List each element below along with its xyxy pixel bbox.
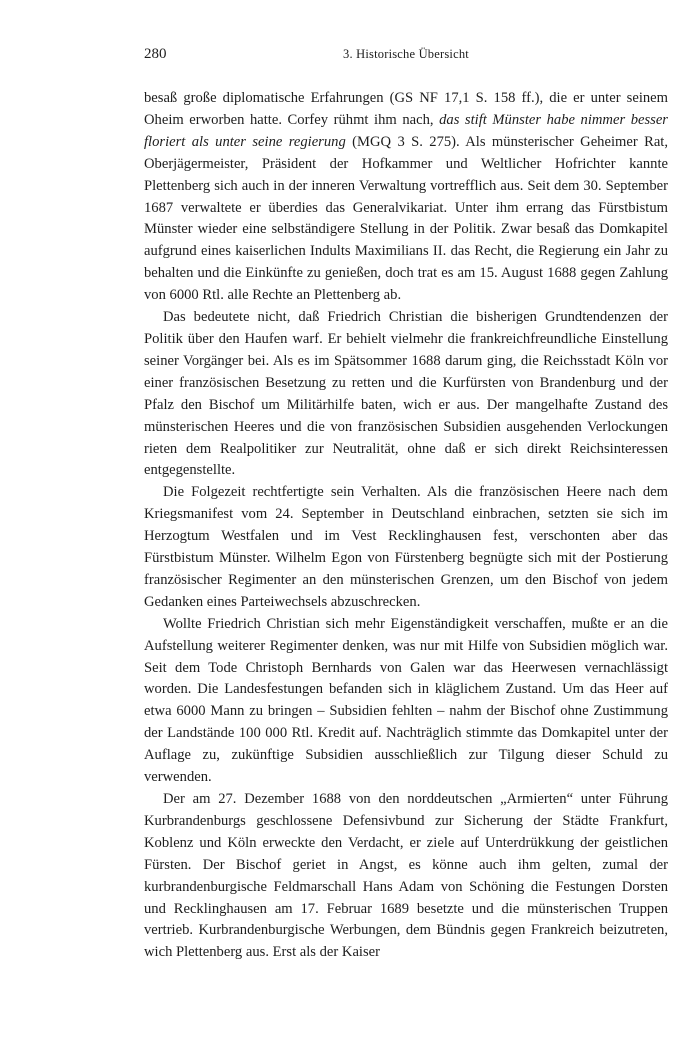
body-text <box>144 88 668 964</box>
paragraph: Das bedeutete nicht, daß Friedrich Christian die bisherigen Grundtendenzen der Politik über den Haufen warf. Er behielt vielmehr die frankreichfreundliche Einstellung seiner Vorgänger bei. Als es im Spätsommer 1688 darum ging, die Reichsstadt Köln vor einer französischen Besetzung zu retten und die Kurfürsten von Brandenburg und der Pfalz den Bischof um Militärhilfe baten, wich er aus. Der mangelhafte Zustand des münsterischen Heeres und die von französischen Subsidien ausgehenden Verlockungen rieten dem Realpolitiker zur Neutralität, ohne daß er sich direkt Reichsinteressen entgegenstellte. <box>144 309 668 479</box>
paragraph: Wollte Friedrich Christian sich mehr Eigenständigkeit verschaffen, mußte er an die Aufstellung weiterer Regimenter denken, was nur mit Hilfe von Subsidien möglich war. Seit dem Tode Christoph Bernhards von Galen war das Heerwesen vernachlässigt worden. Die Landesfestungen befanden sich in kläglichem Zustand. Um das Heer auf etwa 6000 Mann zu bringen – Subsidien fehlten – nahm der Bischof ohne Zustimmung der Landstände 100 000 Rtl. Kredit auf. Nachträglich stimmte das Domkapitel unter der Auflage zu, zukünftige Subsidien ausschließlich zur Tilgung dieser Schuld zu verwenden. <box>144 615 668 786</box>
running-title: 3. Historische Übersicht <box>343 47 469 61</box>
paragraph: Der am 27. Dezember 1688 von den norddeutschen „Armierten“ unter Führung Kurbrandenburgs geschlossene Defensivbund zur Sicherung der Städte Frankfurt, Koblenz und Köln erweckte den Verdacht, er ziele auf Unterdrükkung der geistlichen Fürsten. Der Bischof geriet in Angst, es könne auch ihm gelten, zumal der kurbrandenburgische Feldmarschall Hans Adam von Schöning die Festungen Dorsten und Recklinghausen am 17. Februar 1689 besetzte und die münsterischen Truppen vertrieb. Kurbrandenburgische Werbungen, dem Bündnis gegen Frankreich beizutreten, wich Plettenberg aus. Erst als der Kaiser <box>144 791 668 961</box>
book-page <box>144 46 668 964</box>
paragraph: besaß große diplomatische Erfahrungen (GS NF 17,1 S. 158 ff.), die er unter seinem Oheim erworben hatte. Corfey rühmt ihm nach, das stift Münster habe nimmer besser floriert als unter seine regierung (MGQ 3 S. 275). Als münsterischer Geheimer Rat, Oberjägermeister, Präsident der Hofkammer und Weltlicher Hofrichter kannte Plettenberg sich auch in der inneren Verwaltung vortrefflich aus. Seit dem 30. September 1687 verwaltete er überdies das Generalvikariat. Unter ihm errang das Fürstbistum Münster wieder eine selbständigere Stellung in der Politik. Zwar besaß das Domkapitel aufgrund eines kaiserlichen Indults Maximilians II. das Recht, die Regierung ein Jahr zu behalten und die Einkünfte zu genießen, doch trat es am 15. August 1688 gegen Zahlung von 6000 Rtl. alle Rechte an Plettenberg ab. <box>144 90 669 304</box>
paragraph: Die Folgezeit rechtfertigte sein Verhalten. Als die französischen Heere nach dem Kriegsmanifest vom 24. September in Deutschland einbrachen, setzten sie sich im Herzogtum Westfalen und im Vest Recklinghausen fest, verschonten aber das Fürstbistum Münster. Wilhelm Egon von Fürstenberg begnügte sich mit der Postierung französischer Regimenter an den münsterischen Grenzen, um den Bischof von jedem Gedanken eines Parteiwechsels abzuschrecken. <box>144 484 668 610</box>
quotation-italic: das stift Münster habe nimmer besser floriert als unter seine regierung <box>144 111 668 150</box>
page-header <box>144 46 668 70</box>
page-number: 280 <box>144 46 167 62</box>
